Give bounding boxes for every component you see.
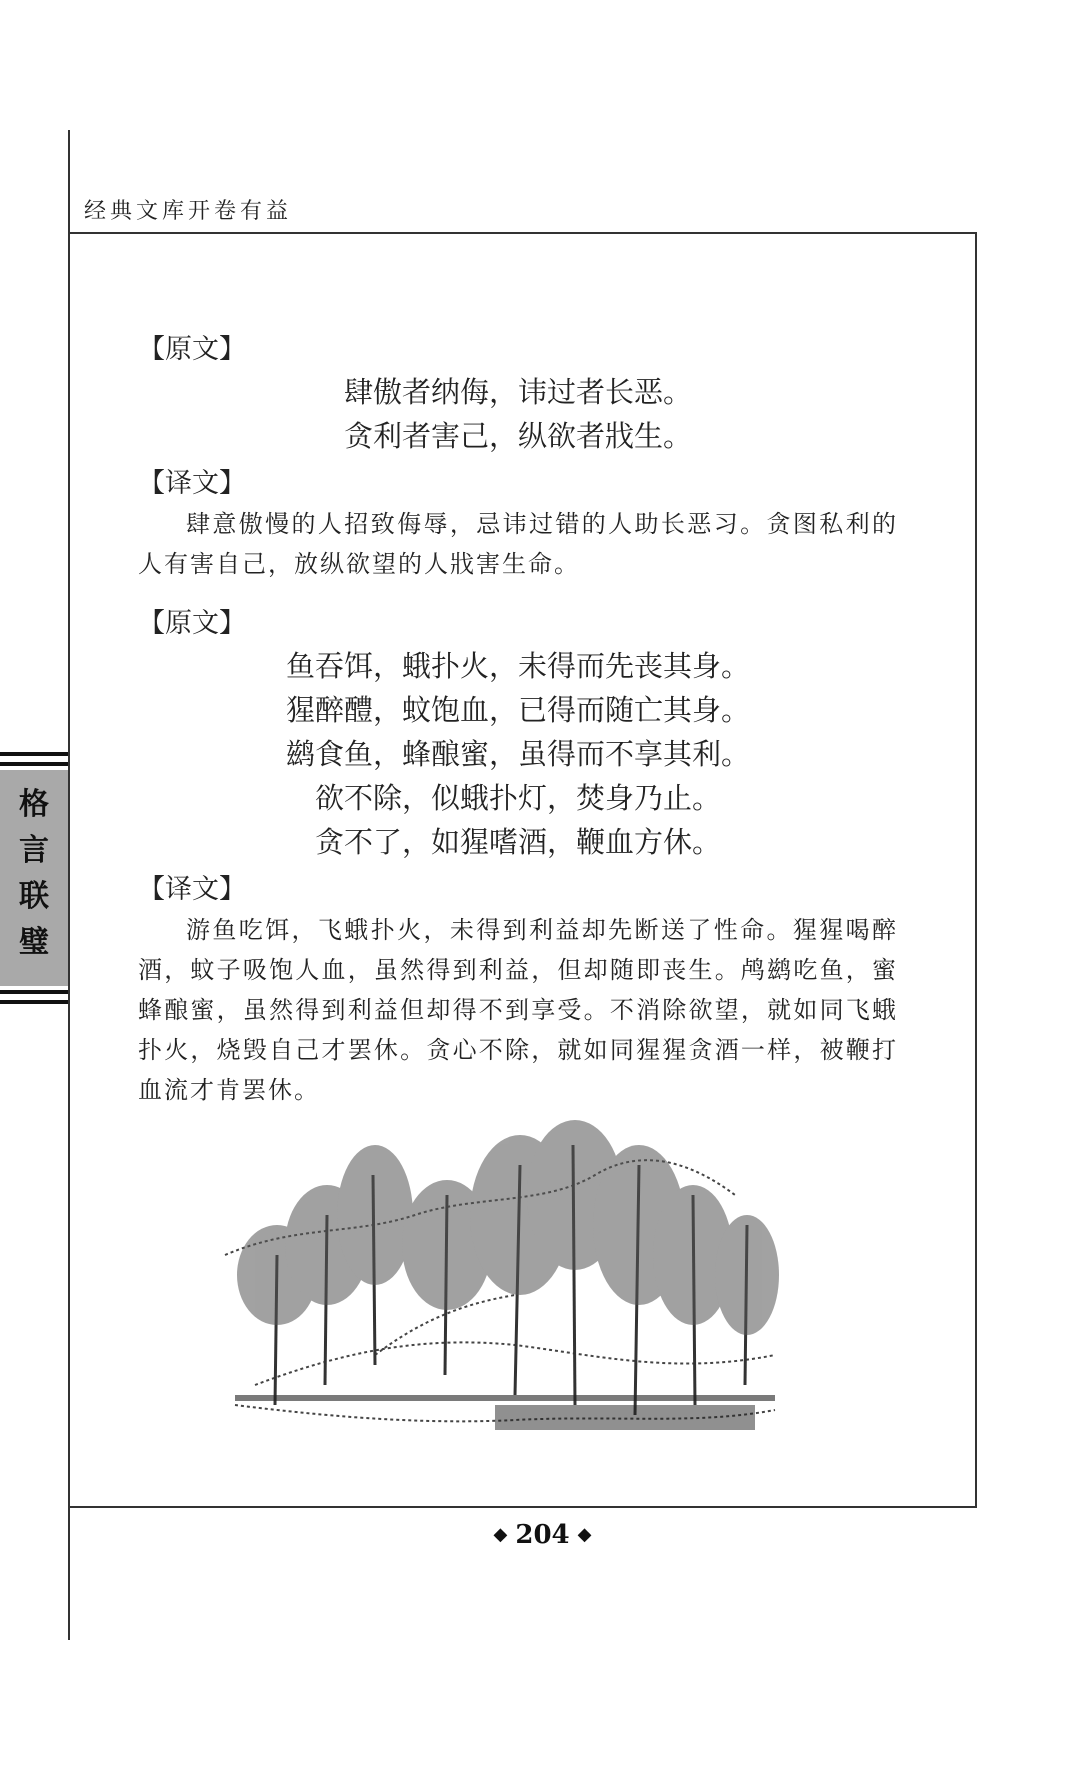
running-header: 经典文库开卷有益 <box>84 199 293 224</box>
tab-char: 联 <box>19 879 49 914</box>
diamond-icon: ◆ <box>577 1524 592 1545</box>
verse-line: 贪利者害己，纵欲者戕生。 <box>343 419 692 453</box>
tab-char: 言 <box>19 833 49 868</box>
tab-bars-bottom <box>0 990 68 1004</box>
tab-char: 格 <box>19 787 49 822</box>
verse-line: 猩醉醴，蚊饱血，已得而随亡其身。 <box>285 693 750 727</box>
section-heading-translation: 【译文】 <box>138 468 246 499</box>
verse-line: 鱼吞饵，蛾扑火，未得而先丧其身。 <box>285 649 750 683</box>
verse-line: 鹚食鱼，蜂酿蜜，虽得而不享其利。 <box>285 737 750 771</box>
verse-line: 贪不了，如猩嗜酒，鞭血方休。 <box>314 825 721 859</box>
section-heading-original: 【原文】 <box>138 608 246 639</box>
tab-bars-top <box>0 752 68 766</box>
tab-chapter-title <box>0 782 68 966</box>
landscape-trees-illustration <box>215 1105 785 1440</box>
diamond-icon: ◆ <box>493 1524 508 1545</box>
page-number: 204 <box>515 1520 570 1550</box>
section-heading-translation: 【译文】 <box>138 874 246 905</box>
verse-line: 肆傲者纳侮，讳过者长恶。 <box>343 375 692 409</box>
translation-paragraph: 肆意傲慢的人招致侮辱，忌讳过错的人助长恶习。贪图私利的人有害自己，放纵欲望的人戕害生命。 <box>138 510 898 578</box>
verse-line: 欲不除，似蛾扑灯，焚身乃止。 <box>314 781 721 815</box>
main-content <box>138 330 898 1110</box>
translation-paragraph: 游鱼吃饵，飞蛾扑火，未得到利益却先断送了性命。猩猩喝醉酒，蚊子吸饱人血，虽然得到利益，但却随即丧生。鸬鹚吃鱼，蜜蜂酿蜜，虽然得到利益但却得不到享受。不消除欲望，就如同飞蛾扑火，烧毁自己才罢休。贪心不除，就如同猩猩贪酒一样，被鞭打血流才肯罢休。 <box>138 916 898 1104</box>
tab-char: 璧 <box>19 925 49 960</box>
page-footer <box>0 1520 1085 1550</box>
original-verse <box>138 370 898 458</box>
original-verse <box>138 644 898 864</box>
side-chapter-tab <box>0 752 68 1004</box>
section-heading-original: 【原文】 <box>138 334 246 365</box>
